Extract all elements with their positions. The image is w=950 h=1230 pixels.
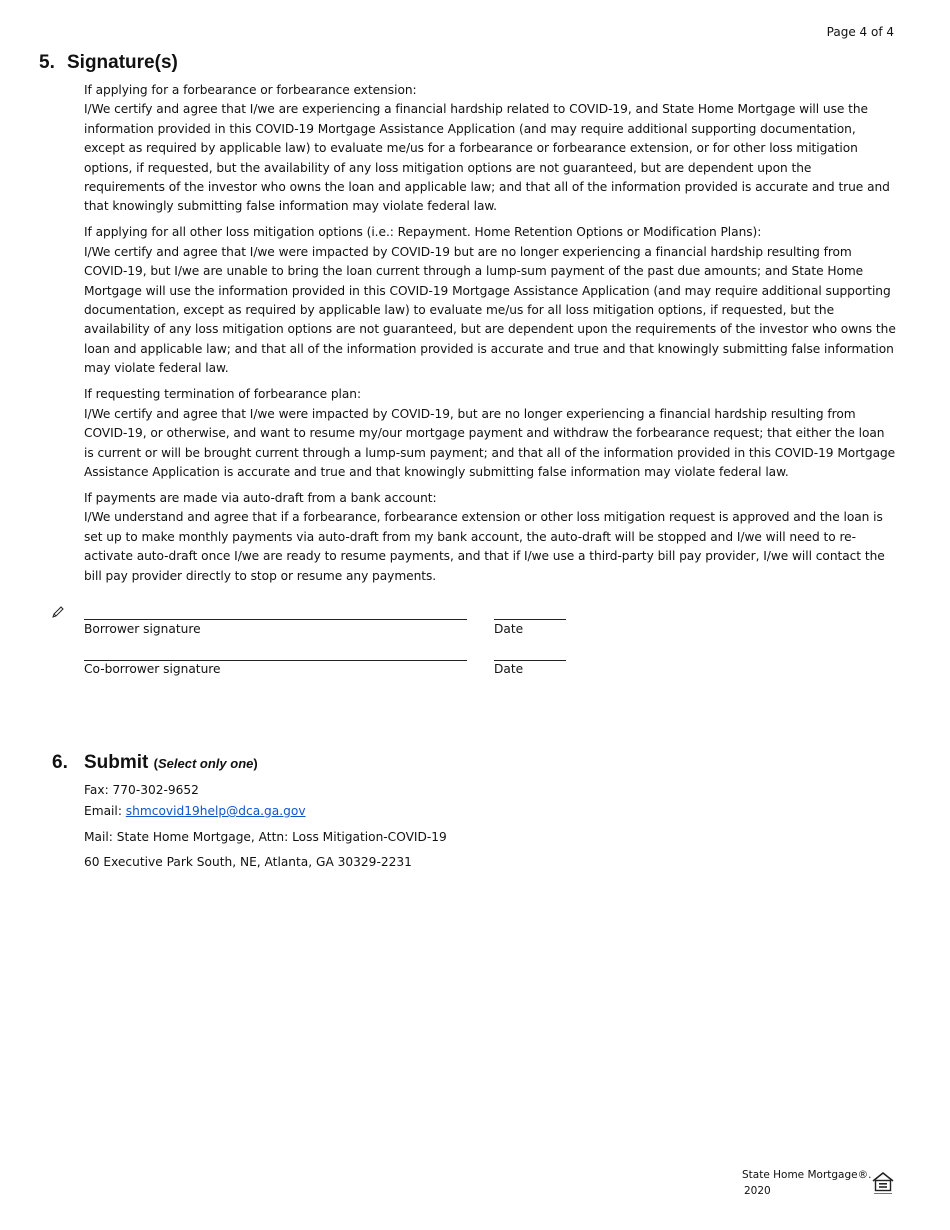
section-5-title: Signature(s) (67, 52, 178, 73)
email-line (84, 804, 306, 818)
page-number: Page 4 of 4 (826, 25, 894, 39)
paragraph-heading: If applying for all other loss mitigation options (i.e.: Repayment. Home Retention Options or Modification Plans): (84, 225, 762, 240)
footer-year: 2020 (744, 1185, 771, 1197)
section-5-number: 5. (39, 52, 55, 73)
borrower-signature-line[interactable] (84, 619, 467, 620)
coborrower-date-line[interactable] (494, 660, 566, 661)
section-5-heading (39, 51, 178, 75)
mail-line-2: 60 Executive Park South, NE, Atlanta, GA 30329-2231 (84, 855, 412, 869)
coborrower-date-label: Date (494, 662, 524, 676)
paragraph-text: I/We certify and agree that I/we were impacted by COVID-19 but are no longer experiencing a financial hardship resulting from COVID-19, but I/we are unable to bring the loan current through a lump-sum payment of the past due amounts; and State Home Mortgage will use the information provided in this COVID-19 Mortgage Assistance Application (and may require additional supporting documentation, except as required by applicable law) to evaluate me/us for all loss mitigation options, if requested, but the availability of any loss mitigation options are not guaranteed, but are dependent upon the requirements of the investor who owns the loan and applicable law; and that all of the information provided is accurate and true and that knowingly submitting false information may violate federal law. (84, 244, 896, 376)
coborrower-signature-line[interactable] (84, 660, 467, 661)
equal-housing-opportunity-icon (871, 1170, 895, 1196)
forbearance-paragraph (84, 81, 896, 217)
paragraph-text: I/We certify and agree that I/we are experiencing a financial hardship related to COVID-19, and State Home Mortgage will use the information provided in this COVID-19 Mortgage Assistance Application (and may require additional supporting documentation, except as required by applicable law) to evaluate me/us for a forbearance or forbearance extension, or for other loss mitigation options, if requested, but the availability of any loss mitigation options are not guaranteed, but are dependent upon the requirements of the investor who owns the loan and applicable law; and that all of the information provided is accurate and true and that knowingly submitting false information may violate federal law. (84, 102, 890, 214)
email-label: Email: (84, 804, 126, 818)
section-6-number: 6. (52, 752, 68, 773)
coborrower-signature-label: Co-borrower signature (84, 662, 221, 676)
paragraph-heading: If payments are made via auto-draft from a bank account: (84, 490, 437, 505)
auto-draft-paragraph (84, 489, 896, 586)
mail-line-1: Mail: State Home Mortgage, Attn: Loss Mitigation-COVID-19 (84, 830, 447, 844)
pen-icon (51, 605, 65, 619)
loss-mitigation-paragraph (84, 223, 896, 378)
fax-line: Fax: 770-302-9652 (84, 783, 199, 797)
footer-brand (742, 1167, 871, 1199)
borrower-signature-label: Borrower signature (84, 622, 201, 636)
section-6-qualifier: (Select only one) (153, 756, 258, 771)
section-5-body (84, 81, 896, 593)
paragraph-text: I/We understand and agree that if a forbearance, forbearance extension or other loss mitigation request is approved and the loan is set up to make monthly payments via auto-draft from my bank account, the auto-draft will be stopped and I/we will need to re-activate auto-draft once I/we are ready to resume payments, and that if I/we use a third-party bill pay provider, I/we will contact the bill pay provider directly to stop or resume any payments. (84, 510, 885, 583)
paragraph-text: I/We certify and agree that I/we were impacted by COVID-19, but are no longer experiencing a financial hardship resulting from COVID-19, or otherwise, and want to resume my/our mortgage payment and withdraw the forbearance request; that either the loan is current or will be brought current through a lump-sum payment; and that all of the information provided in this COVID-19 Mortgage Assistance Application is accurate and true and that knowingly submitting false information may violate federal law. (84, 406, 896, 479)
section-6-heading (52, 751, 258, 776)
paragraph-heading: If requesting termination of forbearance plan: (84, 387, 362, 402)
paragraph-heading: If applying for a forbearance or forbearance extension: (84, 83, 417, 97)
termination-paragraph (84, 385, 896, 482)
borrower-date-line[interactable] (494, 619, 566, 620)
borrower-date-label: Date (494, 622, 524, 636)
footer-brand-name: State Home Mortgage®. (742, 1169, 872, 1181)
email-link[interactable]: shmcovid19help@dca.ga.gov (125, 804, 306, 818)
section-6-title: Submit (84, 752, 149, 773)
